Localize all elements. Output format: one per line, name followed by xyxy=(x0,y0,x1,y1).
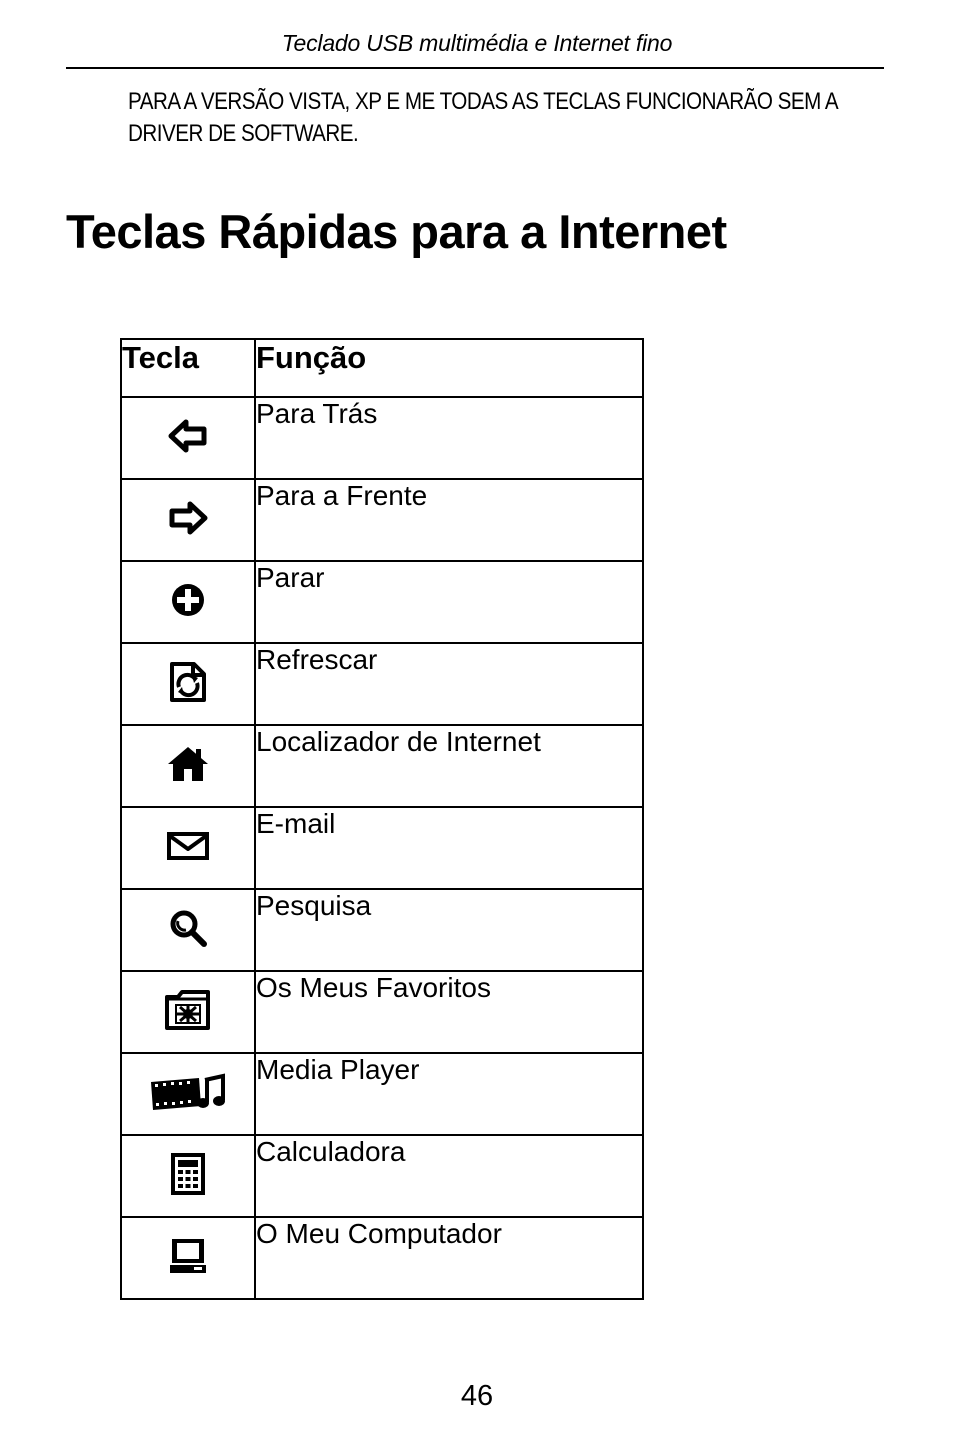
function-label: Media Player xyxy=(255,1053,643,1135)
page-number: 46 xyxy=(460,1380,494,1412)
forward-arrow-icon xyxy=(168,500,208,536)
table-row xyxy=(121,397,643,479)
table-row xyxy=(121,971,643,1053)
table-row xyxy=(121,643,643,725)
table-header-row xyxy=(121,339,643,397)
search-icon xyxy=(168,908,208,948)
back-arrow-icon xyxy=(168,418,208,454)
driver-note: PARA A VERSÃO VISTA, XP E ME TODAS AS TECLAS FUNCIONARÃO SEM A DRIVER DE SOFTWARE. xyxy=(128,88,838,147)
refresh-icon xyxy=(168,661,208,703)
my-computer-icon xyxy=(168,1237,208,1275)
function-label: Para a Frente xyxy=(255,479,643,561)
running-header: Teclado USB multimédia e Internet fino xyxy=(281,30,673,56)
calculator-icon xyxy=(170,1153,206,1195)
table-row xyxy=(121,1217,643,1299)
function-label: Para Trás xyxy=(255,397,643,479)
hotkeys-table xyxy=(120,338,644,1300)
column-header-function: Função xyxy=(255,339,643,397)
header-rule xyxy=(66,67,884,69)
table-row xyxy=(121,1135,643,1217)
function-label: Os Meus Favoritos xyxy=(255,971,643,1053)
media-player-icon xyxy=(149,1072,227,1112)
function-label: Calculadora xyxy=(255,1135,643,1217)
function-label: Localizador de Internet xyxy=(255,725,643,807)
table-row xyxy=(121,725,643,807)
column-header-key: Tecla xyxy=(121,339,255,397)
table-row xyxy=(121,1053,643,1135)
function-label: E-mail xyxy=(255,807,643,889)
table-row xyxy=(121,479,643,561)
stop-icon xyxy=(169,581,207,619)
table-row xyxy=(121,807,643,889)
favorites-icon xyxy=(164,989,212,1031)
section-title: Teclas Rápidas para a Internet xyxy=(66,205,727,258)
mail-icon xyxy=(166,831,210,861)
function-label: Parar xyxy=(255,561,643,643)
home-icon xyxy=(166,745,210,783)
function-label: Pesquisa xyxy=(255,889,643,971)
function-label: O Meu Computador xyxy=(255,1217,643,1299)
function-label: Refrescar xyxy=(255,643,643,725)
table-row xyxy=(121,561,643,643)
table-row xyxy=(121,889,643,971)
